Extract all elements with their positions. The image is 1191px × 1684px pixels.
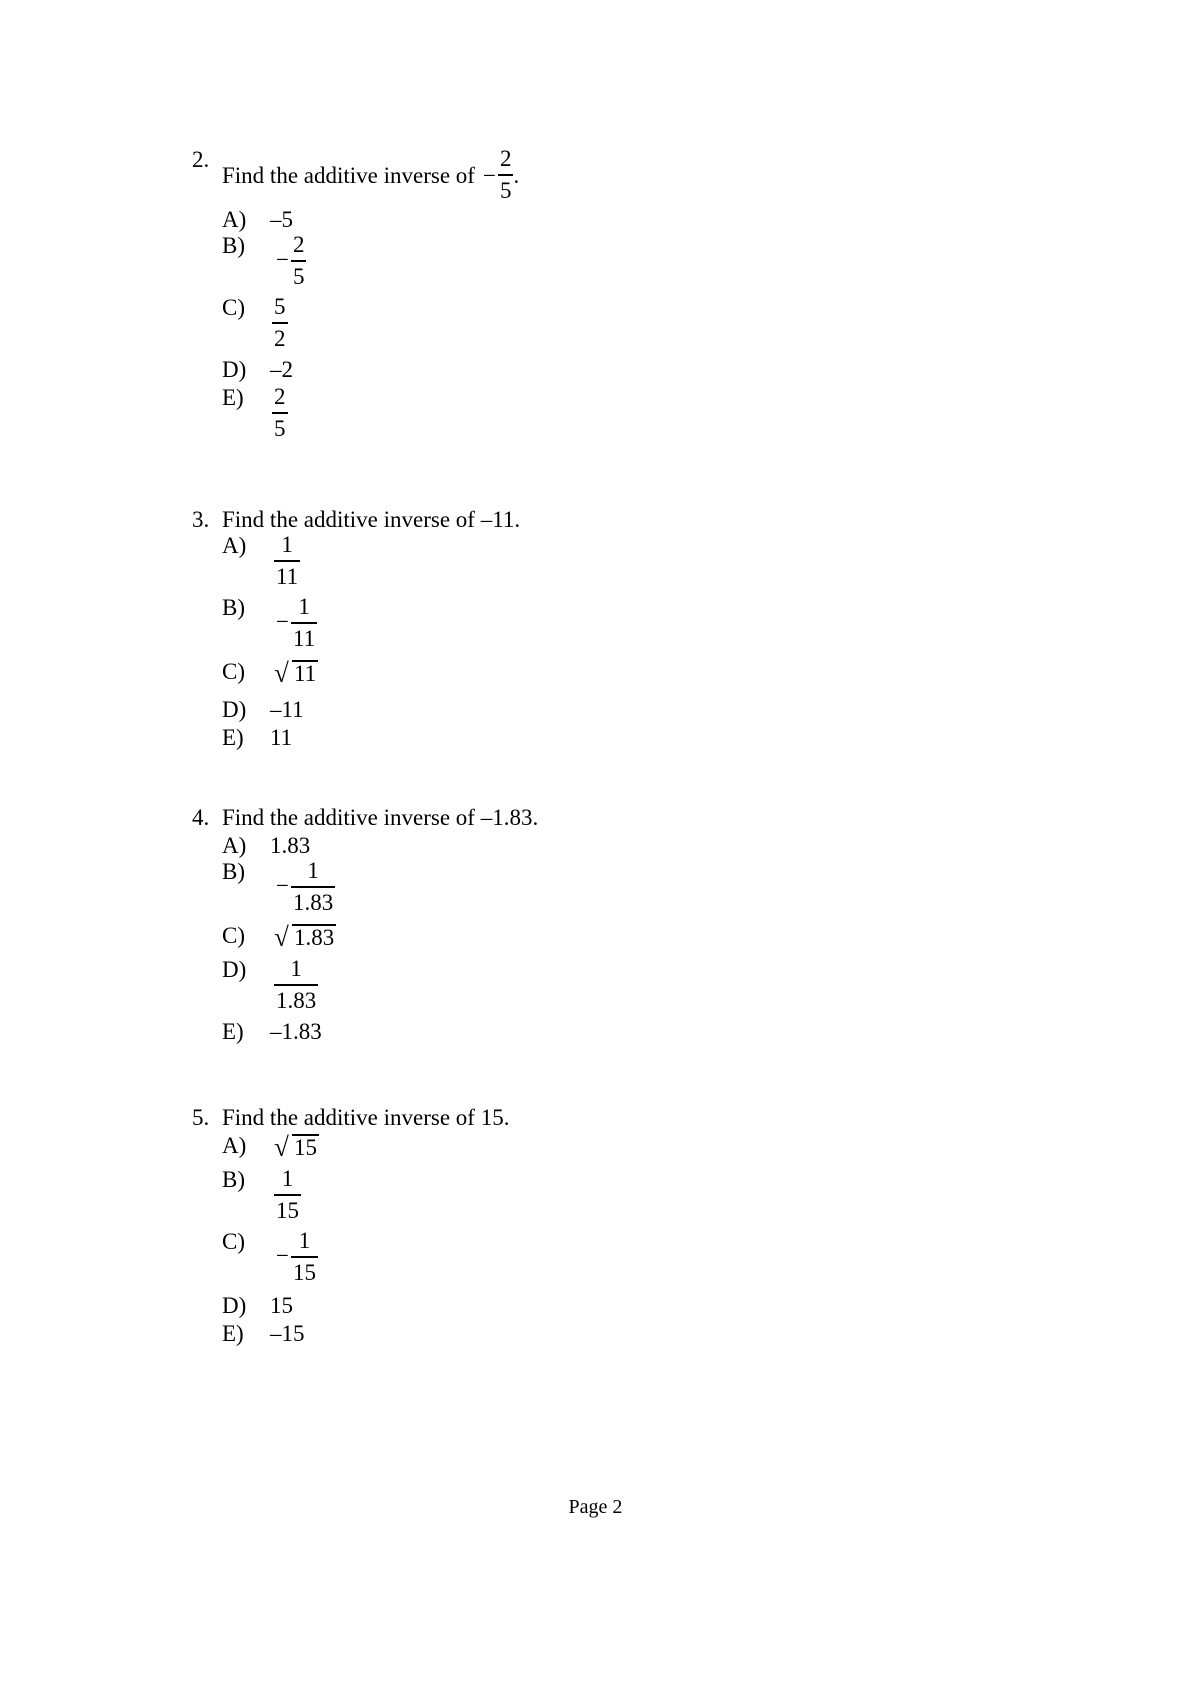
denominator: 5 [292, 264, 305, 289]
numerator: 1 [281, 532, 293, 557]
question-suffix: . [513, 163, 520, 188]
option-value: –11 [270, 697, 304, 722]
option-letter: D) [222, 957, 247, 982]
option-letter: D) [222, 1293, 247, 1318]
option-letter: E) [222, 1019, 244, 1044]
option-letter: D) [222, 357, 247, 382]
fraction-bar [291, 622, 317, 624]
page-number: Page 2 [568, 1496, 623, 1518]
fraction [272, 384, 288, 442]
denominator: 15 [276, 1198, 299, 1223]
option-letter: E) [222, 385, 244, 410]
radicand: 11 [294, 661, 317, 686]
fraction [291, 232, 307, 290]
option-letter: A) [222, 833, 247, 858]
option-value [276, 858, 335, 916]
numerator: 2 [499, 146, 512, 171]
denominator: 11 [276, 564, 299, 589]
fraction-bar [274, 1194, 301, 1196]
numerator: 1 [281, 1166, 294, 1191]
radical-sign-icon: √ [274, 1132, 289, 1162]
negative-sign: − [276, 1243, 289, 1268]
option-letter: C) [222, 923, 245, 948]
option-value: 11 [270, 725, 293, 750]
numerator: 1 [298, 1228, 311, 1253]
question-number: 5. [192, 1105, 210, 1130]
denominator: 1.83 [276, 988, 317, 1013]
fraction [274, 956, 318, 1014]
option-letter: D) [222, 697, 247, 722]
radicand: 15 [294, 1135, 317, 1160]
denominator: 15 [292, 1260, 316, 1285]
fraction-bar [498, 174, 514, 176]
radicand: 1.83 [294, 925, 335, 950]
numerator: 2 [292, 232, 305, 257]
negative-sign: − [276, 247, 289, 272]
fraction [291, 1228, 318, 1286]
question-text: Find the additive inverse of 15. [222, 1105, 510, 1130]
option-letter: C) [222, 659, 245, 684]
question-text: Find the additive inverse of –1.83. [222, 805, 539, 830]
option-value: 15 [270, 1293, 293, 1318]
numerator: 1 [298, 594, 310, 619]
option-letter: C) [222, 295, 245, 320]
question-prefix: Find the additive inverse of [222, 163, 475, 188]
numerator: 1 [307, 858, 319, 883]
fraction [272, 294, 288, 352]
radical-sign-icon: √ [274, 658, 289, 688]
option-letter: B) [222, 595, 245, 620]
option-value [274, 956, 318, 1014]
numerator: 1 [290, 956, 302, 981]
option-letter: E) [222, 1321, 244, 1346]
numerator: 5 [274, 294, 286, 319]
option-value: –5 [270, 207, 293, 232]
option-value [272, 384, 288, 442]
radical-sign-icon: √ [274, 922, 289, 952]
option-letter: B) [222, 1167, 245, 1192]
option-value [274, 922, 336, 952]
denominator: 1.83 [292, 890, 334, 915]
numerator: 2 [274, 384, 286, 409]
option-value [272, 294, 288, 352]
question-text [222, 146, 519, 204]
option-value [276, 1228, 318, 1286]
fraction-bar [272, 322, 288, 324]
option-value [274, 1132, 319, 1162]
question-number: 4. [192, 805, 210, 830]
fraction [498, 146, 514, 204]
option-letter: A) [222, 207, 247, 232]
fraction-bar [291, 260, 307, 262]
fraction-bar [274, 984, 318, 986]
square-root [274, 658, 318, 688]
denominator: 11 [292, 626, 316, 651]
fraction-bar [291, 886, 335, 888]
fraction-bar [274, 560, 300, 562]
question-number: 2. [192, 147, 210, 172]
question-text: Find the additive inverse of –11. [222, 507, 521, 532]
option-letter: E) [222, 725, 244, 750]
fraction-bar [291, 1256, 318, 1258]
option-value [276, 594, 317, 652]
option-value: –15 [270, 1321, 305, 1346]
square-root [274, 922, 336, 952]
fraction [291, 858, 335, 916]
question-number: 3. [192, 507, 210, 532]
fraction [274, 1166, 301, 1224]
negative-sign: − [276, 873, 289, 898]
option-value [274, 658, 318, 688]
negative-sign: − [276, 609, 289, 634]
fraction [274, 532, 300, 590]
denominator: 2 [274, 326, 286, 351]
option-letter: A) [222, 533, 247, 558]
option-letter: B) [222, 859, 245, 884]
fraction-bar [272, 412, 288, 414]
option-value: –1.83 [270, 1019, 322, 1044]
denominator: 5 [499, 178, 512, 203]
option-letter: A) [222, 1133, 247, 1158]
option-value: –2 [270, 357, 293, 382]
negative-sign: − [482, 163, 496, 188]
fraction [291, 594, 317, 652]
option-letter: C) [222, 1229, 245, 1254]
square-root [274, 1132, 319, 1162]
option-letter: B) [222, 233, 245, 258]
option-value: 1.83 [270, 833, 311, 858]
denominator: 5 [274, 416, 286, 441]
option-value [274, 1166, 301, 1224]
option-value [274, 532, 300, 590]
option-value [276, 232, 306, 290]
